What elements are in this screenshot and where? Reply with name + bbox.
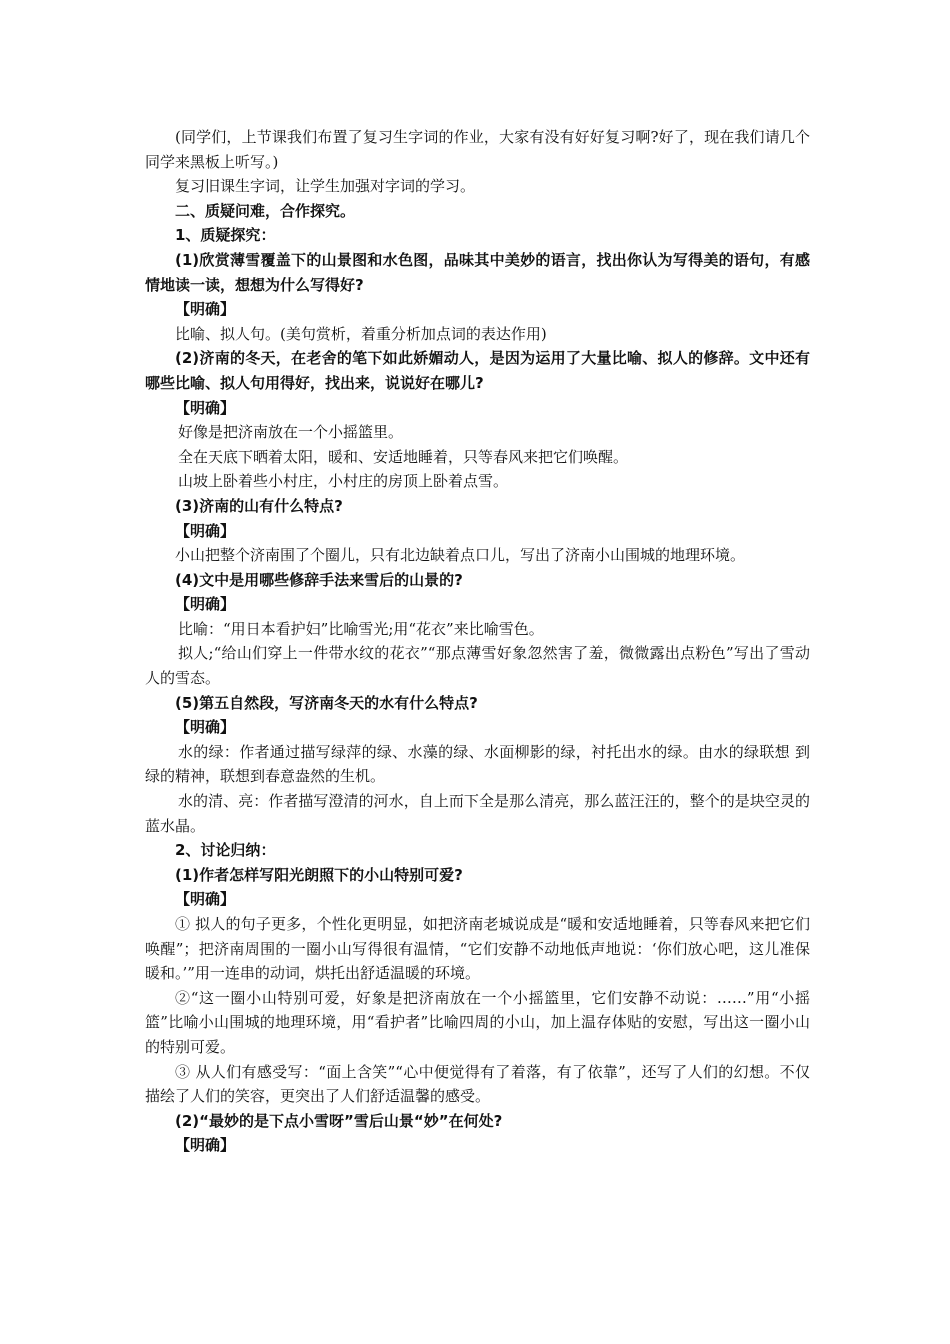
answer-text: ① 拟人的句子更多，个性化更明显，如把济南老城说成是“暖和安适地睡着，只等春风来把它们唤醒”；把济南周围的一圈小山写得很有温情，“它们安静不动地低声地说：‘你们放心吧，这儿准保暖和。’”用一连串的动词，烘托出舒适温暖的环境。 <box>145 915 810 983</box>
answer-text: 拟人;“给山们穿上一件带水纹的花衣”“那点薄雪好象忽然害了羞，微微露出点粉色”写出了雪动人的雪态。 <box>145 644 810 688</box>
question-5: (5)第五自然段，写济南冬天的水有什么特点? <box>175 693 478 712</box>
subsection-heading-1: 1、质疑探究： <box>175 226 276 245</box>
answer-label: 【明确】 <box>175 890 236 909</box>
answer-label: 【明确】 <box>175 595 236 614</box>
paragraph-review-words: 复习旧课生字词，让学生加强对字词的学习。 <box>175 177 476 196</box>
answer-text: 全在天底下晒着太阳，暖和、安适地睡着，只等春风来把它们唤醒。 <box>178 447 629 466</box>
answer-label: 【明确】 <box>175 398 236 417</box>
answer-text: 水的清、亮：作者描写澄清的河水，自上而下全是那么清亮，那么蓝汪汪的，整个的是块空灵的蓝水晶。 <box>145 792 810 835</box>
answer-label: 【明确】 <box>175 718 236 737</box>
answer-text: 好像是把济南放在一个小摇篮里。 <box>178 423 404 442</box>
answer-text: 比喻：“用日本看护妇”比喻雪光;用“花衣”来比喻雪色。 <box>178 619 544 638</box>
answer-text: ②“这一圈小山特别可爱，好象是把济南放在一个小摇篮里，它们安静不动说：……”用“小摇篮”比喻小山围城的地理环境，用“看护者”比喻四周的小山，加上温存体贴的安慰，写出这一圈小山的特别可爱。 <box>145 988 810 1056</box>
answer-text: 小山把整个济南围了个圈儿，只有北边缺着点口儿，写出了济南小山围城的地理环境。 <box>175 546 746 565</box>
question-2: (2)济南的冬天，在老舍的笔下如此娇媚动人，是因为运用了大量比喻、拟人的修辞。文中还有哪些比喻、拟人句用得好，找出来，说说好在哪儿? <box>145 349 810 392</box>
answer-text: ③ 从人们有感受写：“面上含笑”“心中便觉得有了着落，有了依靠”，还写了人们的幻想。不仅描绘了人们的笑容，更突出了人们舒适温馨的感受。 <box>145 1062 810 1106</box>
answer-text: 水的绿：作者通过描写绿萍的绿、水藻的绿、水面柳影的绿，衬托出水的绿。由水的绿联想 到绿的精神，联想到春意盎然的生机。 <box>145 742 810 786</box>
discussion-question-2: (2)“最妙的是下点小雪呀”雪后山景“妙”在何处? <box>175 1111 503 1130</box>
answer-text: 比喻、拟人句。(美句赏析，着重分析加点词的表达作用) <box>175 324 547 343</box>
answer-label: 【明确】 <box>175 300 236 319</box>
answer-label: 【明确】 <box>175 1136 236 1155</box>
answer-label: 【明确】 <box>175 521 236 540</box>
paragraph-review-dictation: (同学们，上节课我们布置了复习生字词的作业，大家有没有好好复习啊?好了，现在我们请几个同学来黑板上听写。) <box>145 128 810 171</box>
subsection-heading-2: 2、讨论归纳： <box>175 841 276 860</box>
answer-text: 山坡上卧着些小村庄，小村庄的房顶上卧着点雪。 <box>178 472 509 491</box>
section-heading-2: 二、质疑问难，合作探究。 <box>175 201 356 220</box>
question-4: (4)文中是用哪些修辞手法来雪后的山景的? <box>175 570 463 589</box>
document-page <box>145 125 810 1158</box>
discussion-question-1: (1)作者怎样写阳光朗照下的小山特别可爱? <box>175 865 463 884</box>
question-1: (1)欣赏薄雪覆盖下的山景图和水色图，品味其中美妙的语言，找出你认为写得美的语句，有感情地读一读，想想为什么写得好? <box>145 250 810 294</box>
question-3: (3)济南的山有什么特点? <box>175 496 343 515</box>
